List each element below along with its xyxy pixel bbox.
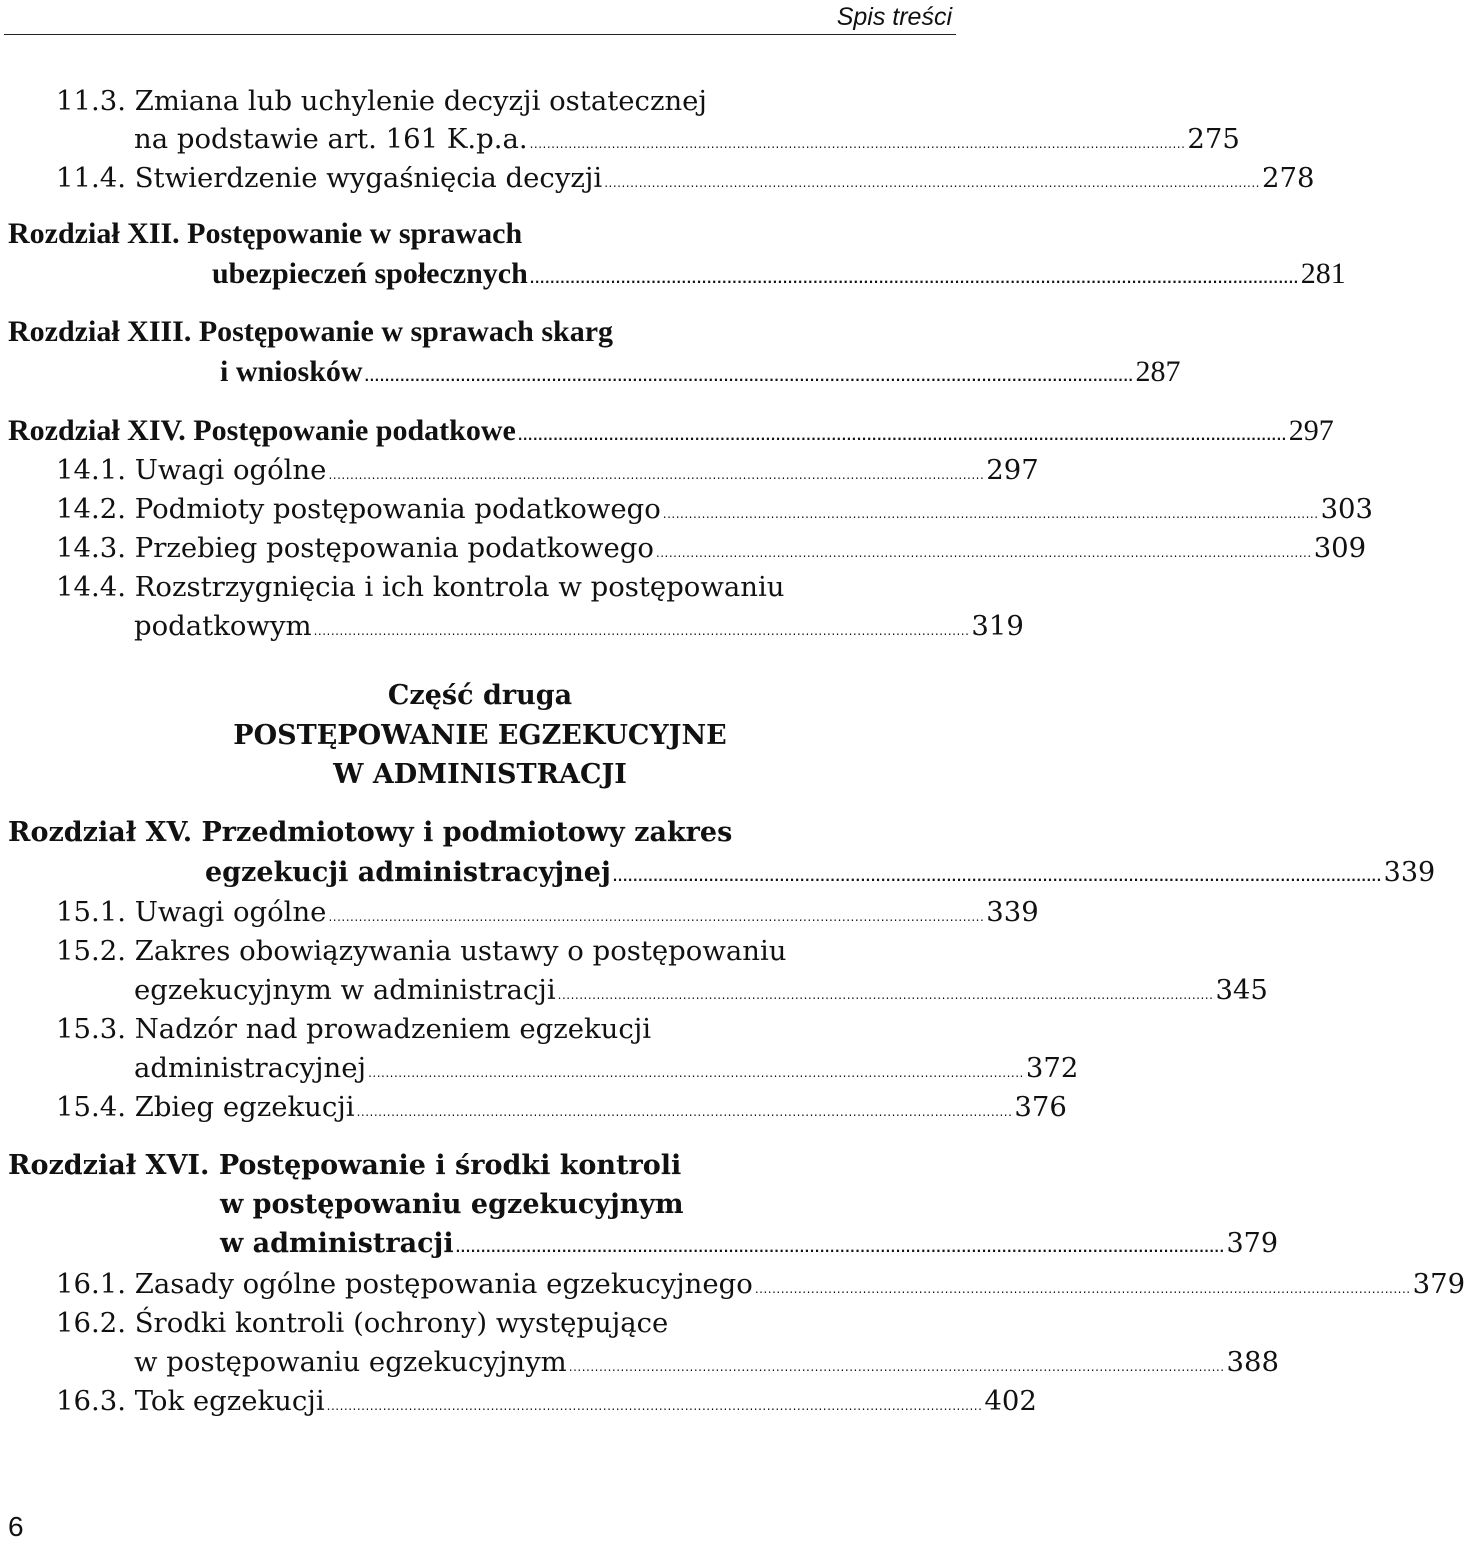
leader-dots: ........................................................................................................................................................ (529, 137, 1186, 151)
chapter-heading: w administracji ........................................................................................................................................................ 379 (220, 1225, 950, 1263)
page-ref: 376 (1014, 1091, 1067, 1123)
toc-entry: podatkowym ........................................................................................................................................................ 319 (134, 607, 950, 645)
part-label: Część druga (387, 680, 573, 711)
page-ref: 303 (1320, 493, 1374, 525)
toc-entry: 14.4. Rozstrzygnięcia i ich kontrola w postępowaniu (56, 571, 785, 603)
chapter-heading: w postępowaniu egzekucyjnym (220, 1189, 684, 1220)
toc-entry: 15.2. Zakres obowiązywania ustawy o postępowaniu (56, 935, 787, 967)
chapter-heading: ubezpieczeń społecznych ........................................................................................................................................................ 281 (212, 255, 950, 293)
part-title: POSTĘPOWANIE EGZEKUCYJNE (233, 720, 727, 751)
toc-entry: 15.1. Uwagi ogólne ........................................................................................................................................................ 339 (56, 893, 950, 931)
leader-dots: ........................................................................................................................................................ (313, 624, 970, 638)
chapter-heading: Rozdział XIV. Postępowanie podatkowe ........................................................................................................................................................ 297 (8, 412, 950, 450)
toc-entry: 16.1. Zasady ogólne postępowania egzekucyjnego ........................................................................................................................................................ 379 (56, 1265, 950, 1303)
leader-dots: ........................................................................................................................................................ (568, 1360, 1225, 1374)
toc-entry: egzekucyjnym w administracji ........................................................................................................................................................ 345 (134, 971, 950, 1009)
leader-dots: ........................................................................................................................................................ (455, 1241, 1225, 1255)
chapter-heading: Rozdział XV. Przedmiotowy i podmiotowy zakres (8, 817, 733, 848)
chapter-heading: Rozdział XVI. Postępowanie i środki kontroli (8, 1150, 682, 1181)
page-ref: 278 (1261, 162, 1315, 194)
leader-dots: ........................................................................................................................................................ (517, 429, 1287, 443)
page-ref: 388 (1226, 1346, 1280, 1378)
page-ref: 297 (1288, 414, 1334, 447)
leader-dots: ........................................................................................................................................................ (368, 1066, 1024, 1080)
page-ref: 297 (986, 454, 1039, 486)
page-ref: 275 (1187, 123, 1240, 155)
toc-entry: 15.3. Nadzór nad prowadzeniem egzekucji (56, 1013, 652, 1045)
page-ref: 281 (1300, 257, 1346, 290)
leader-dots: ........................................................................................................................................................ (557, 988, 1214, 1002)
leader-dots: ........................................................................................................................................................ (612, 870, 1382, 884)
toc-entry: administracyjnej ........................................................................................................................................................ 372 (134, 1049, 950, 1087)
page-ref: 372 (1025, 1052, 1079, 1084)
page-ref: 379 (1412, 1268, 1465, 1300)
page-ref: 319 (971, 610, 1024, 642)
page-ref: 309 (1313, 532, 1367, 564)
leader-dots: ........................................................................................................................................................ (604, 176, 1260, 190)
chapter-heading: egzekucji administracyjnej ........................................................................................................................................................ 339 (205, 854, 950, 892)
toc-entry: 14.1. Uwagi ogólne ........................................................................................................................................................ 297 (56, 451, 950, 489)
page-ref: 287 (1135, 355, 1181, 388)
leader-dots: ........................................................................................................................................................ (754, 1282, 1411, 1296)
toc-entry: 14.2. Podmioty postępowania podatkowego ........................................................................................................................................................ 303 (56, 490, 950, 528)
page-ref: 345 (1215, 974, 1268, 1006)
toc-entry: 11.3. Zmiana lub uchylenie decyzji ostatecznej (56, 85, 707, 117)
leader-dots: ........................................................................................................................................................ (326, 1399, 983, 1413)
chapter-heading: Rozdział XIII. Postępowanie w sprawach skarg (8, 315, 614, 348)
page-number: 6 (8, 1511, 24, 1542)
toc-entry: 11.4. Stwierdzenie wygaśnięcia decyzji ........................................................................................................................................................ 278 (56, 159, 950, 197)
toc-entry: w postępowaniu egzekucyjnym ........................................................................................................................................................ 388 (134, 1343, 950, 1381)
chapter-heading: i wniosków ........................................................................................................................................................ 287 (220, 353, 950, 391)
leader-dots: ........................................................................................................................................................ (328, 910, 985, 924)
toc-entry: 15.4. Zbieg egzekucji ........................................................................................................................................................ 376 (56, 1088, 950, 1126)
page-ref: 339 (1383, 857, 1436, 888)
toc-entry: 14.3. Przebieg postępowania podatkowego ........................................................................................................................................................ 309 (56, 529, 950, 567)
running-header-title: Spis treści (836, 3, 952, 31)
leader-dots: ........................................................................................................................................................ (655, 546, 1312, 560)
toc-entry: 16.2. Środki kontroli (ochrony) występujące (56, 1307, 669, 1339)
toc-entry: na podstawie art. 161 K.p.a. ........................................................................................................................................................ 275 (134, 120, 950, 158)
leader-dots: ........................................................................................................................................................ (662, 507, 1319, 521)
page-ref: 379 (1226, 1228, 1279, 1259)
chapter-heading: Rozdział XII. Postępowanie w sprawach (8, 217, 523, 250)
leader-dots: ........................................................................................................................................................ (356, 1105, 1013, 1119)
leader-dots: ........................................................................................................................................................ (529, 272, 1299, 286)
leader-dots: ........................................................................................................................................................ (328, 468, 985, 482)
part-title: W ADMINISTRACJI (333, 759, 627, 790)
leader-dots: ........................................................................................................................................................ (364, 370, 1134, 384)
toc-entry: 16.3. Tok egzekucji ........................................................................................................................................................ 402 (56, 1382, 950, 1420)
page-ref: 339 (986, 896, 1039, 928)
page-ref: 402 (984, 1385, 1037, 1417)
